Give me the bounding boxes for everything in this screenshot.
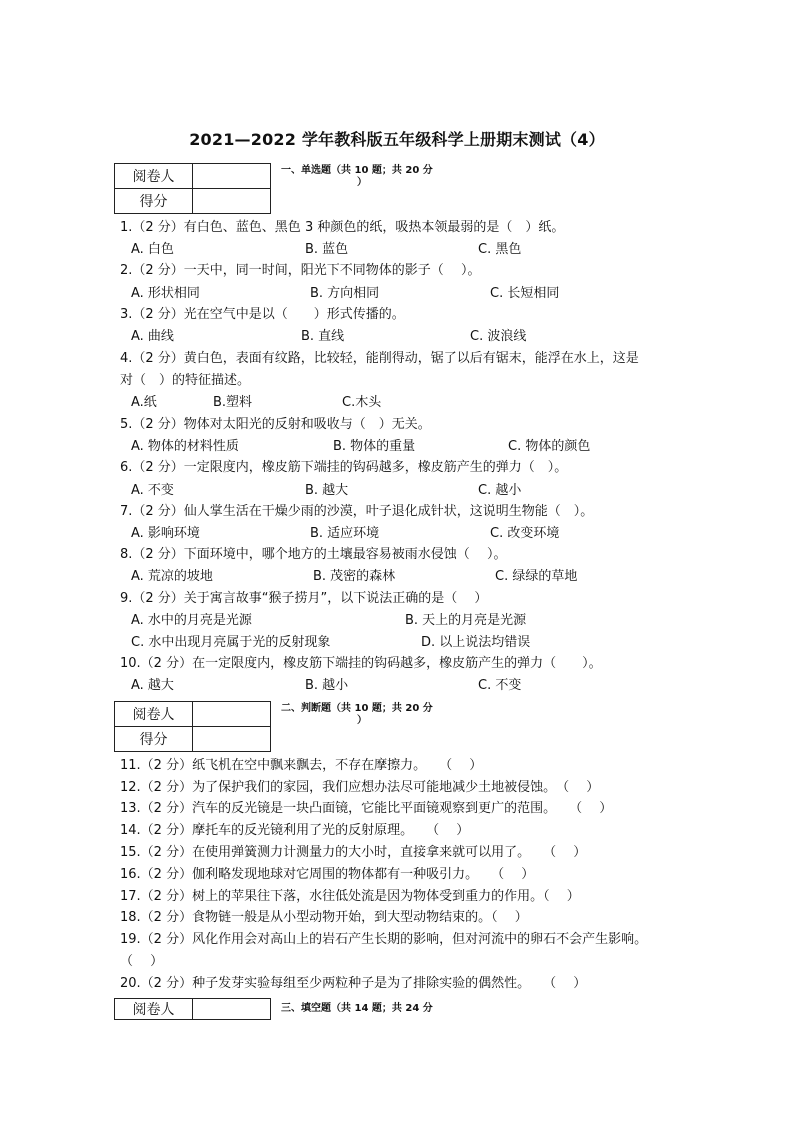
- section-heading-text: 一、单选题（共 10 题；共 20 分: [281, 165, 433, 176]
- option-d: D. 以上说法均错误: [421, 635, 531, 650]
- grader-table-1: [114, 163, 271, 214]
- question-3: 3.（2 分）光在空气中是以（ ）形式传播的。: [120, 307, 405, 322]
- option-c: C. 黑色: [478, 242, 522, 257]
- score-label: 得分: [115, 727, 193, 752]
- section-heading-1: [281, 165, 433, 189]
- question-8: 8.（2 分）下面环境中，哪个地方的土壤最容易被雨水侵蚀（ ）。: [120, 547, 507, 562]
- section-heading-text: 三、填空题（共 14 题；共 24 分: [281, 1003, 433, 1014]
- option-b: B.塑料: [213, 395, 253, 410]
- question-14: 14.（2 分）摩托车的反光镜利用了光的反射原理。 （ ）: [120, 823, 470, 838]
- reviewer-label: 阅卷人: [115, 999, 193, 1020]
- question-12: 12.（2 分）为了保护我们的家园，我们应想办法尽可能地减少土地被侵蚀。 （ ）: [120, 780, 600, 795]
- reviewer-cell: [193, 164, 271, 189]
- option-a: A.纸: [131, 395, 157, 410]
- option-a: A. 曲线: [131, 329, 174, 344]
- option-a: A. 物体的材料性质: [131, 439, 239, 454]
- option-a: A. 不变: [131, 483, 174, 498]
- section-heading-3: [281, 1003, 433, 1015]
- option-a: A. 越大: [131, 678, 174, 693]
- question-5: 5.（2 分）物体对太阳光的反射和吸收与（ ）无关。: [120, 417, 431, 432]
- option-b: B. 蓝色: [305, 242, 349, 257]
- option-c: C. 波浪线: [470, 329, 527, 344]
- option-b: B. 直线: [301, 329, 345, 344]
- reviewer-label: 阅卷人: [115, 702, 193, 727]
- score-cell: [193, 727, 271, 752]
- grader-table-2: [114, 701, 271, 752]
- option-b: B. 越小: [305, 678, 349, 693]
- question-15: 15.（2 分）在使用弹簧测力计测量力的大小时，直接拿来就可以用了。 （ ）: [120, 845, 587, 860]
- option-c: C. 不变: [478, 678, 522, 693]
- option-c: C. 长短相同: [490, 286, 560, 301]
- question-2: 2.（2 分）一天中，同一时间，阳光下不同物体的影子（ ）。: [120, 263, 481, 278]
- option-a: A. 影响环境: [131, 526, 200, 541]
- question-10: 10.（2 分）在一定限度内，橡皮筋下端挂的钩码越多，橡皮筋产生的弹力（ ）。: [120, 656, 602, 671]
- page-title: 2021—2022 学年教科版五年级科学上册期末测试（4）: [189, 130, 605, 149]
- question-6: 6.（2 分）一定限度内，橡皮筋下端挂的钩码越多，橡皮筋产生的弹力（ ）。: [120, 460, 568, 475]
- option-a: A. 形状相同: [131, 286, 200, 301]
- option-c: C. 物体的颜色: [508, 439, 591, 454]
- question-20: 20.（2 分）种子发芽实验每组至少两粒种子是为了排除实验的偶然性。 （ ）: [120, 976, 587, 991]
- score-label: 得分: [115, 189, 193, 214]
- question-19: 19.（2 分）风化作用会对高山上的岩石产生长期的影响，但对河流中的卵石不会产生影响。: [120, 932, 648, 947]
- option-a: A. 白色: [131, 242, 174, 257]
- question-1: 1.（2 分）有白色、蓝色、黑色 3 种颜色的纸，吸热本领最弱的是（ ）纸。: [120, 220, 565, 235]
- reviewer-cell: [193, 999, 271, 1020]
- question-18: 18.（2 分）食物链一般是从小型动物开始，到大型动物结束的。（ ）: [120, 910, 528, 925]
- question-16: 16.（2 分）伽利略发现地球对它周围的物体都有一种吸引力。 （ ）: [120, 867, 535, 882]
- question-4: 4.（2 分）黄白色，表面有纹路，比较轻，能削得动，锯了以后有锯末，能浮在水上，这是: [120, 351, 639, 366]
- question-4-cont: 对（ ）的特征描述。: [120, 373, 251, 388]
- section-heading-text: 二、判断题（共 10 题；共 20 分: [281, 703, 433, 714]
- section-heading-2: [281, 703, 433, 727]
- question-17: 17.（2 分）树上的苹果往下落，水往低处流是因为物体受到重力的作用。（ ）: [120, 889, 580, 904]
- question-13: 13.（2 分）汽车的反光镜是一块凸面镜，它能比平面镜观察到更广的范围。 （ ）: [120, 801, 613, 816]
- option-b: B. 天上的月亮是光源: [405, 613, 527, 628]
- option-c: C. 绿绿的草地: [495, 569, 578, 584]
- question-19-cont: （ ）: [120, 954, 164, 969]
- option-a: A. 水中的月亮是光源: [131, 613, 252, 628]
- option-a: A. 荒凉的坡地: [131, 569, 213, 584]
- option-b: B. 越大: [305, 483, 349, 498]
- reviewer-label: 阅卷人: [115, 164, 193, 189]
- option-c: C. 越小: [478, 483, 522, 498]
- option-c: C.木头: [342, 395, 382, 410]
- option-c: C. 改变环境: [490, 526, 560, 541]
- question-9: 9.（2 分）关于寓言故事“猴子捞月”，以下说法正确的是（ ）: [120, 591, 488, 606]
- option-b: B. 适应环境: [310, 526, 380, 541]
- section-heading-cont: ）: [357, 715, 367, 726]
- question-7: 7.（2 分）仙人掌生活在干燥少雨的沙漠，叶子退化成针状，这说明生物能（ ）。: [120, 504, 594, 519]
- section-heading-cont: ）: [357, 177, 367, 188]
- option-b: B. 物体的重量: [333, 439, 416, 454]
- option-b: B. 方向相同: [310, 286, 380, 301]
- score-cell: [193, 189, 271, 214]
- reviewer-cell: [193, 702, 271, 727]
- option-c: C. 水中出现月亮属于光的反射现象: [131, 635, 331, 650]
- option-b: B. 茂密的森林: [313, 569, 396, 584]
- question-11: 11.（2 分）纸飞机在空中飘来飘去，不存在摩擦力。 （ ）: [120, 758, 483, 773]
- grader-table-3: [114, 998, 271, 1020]
